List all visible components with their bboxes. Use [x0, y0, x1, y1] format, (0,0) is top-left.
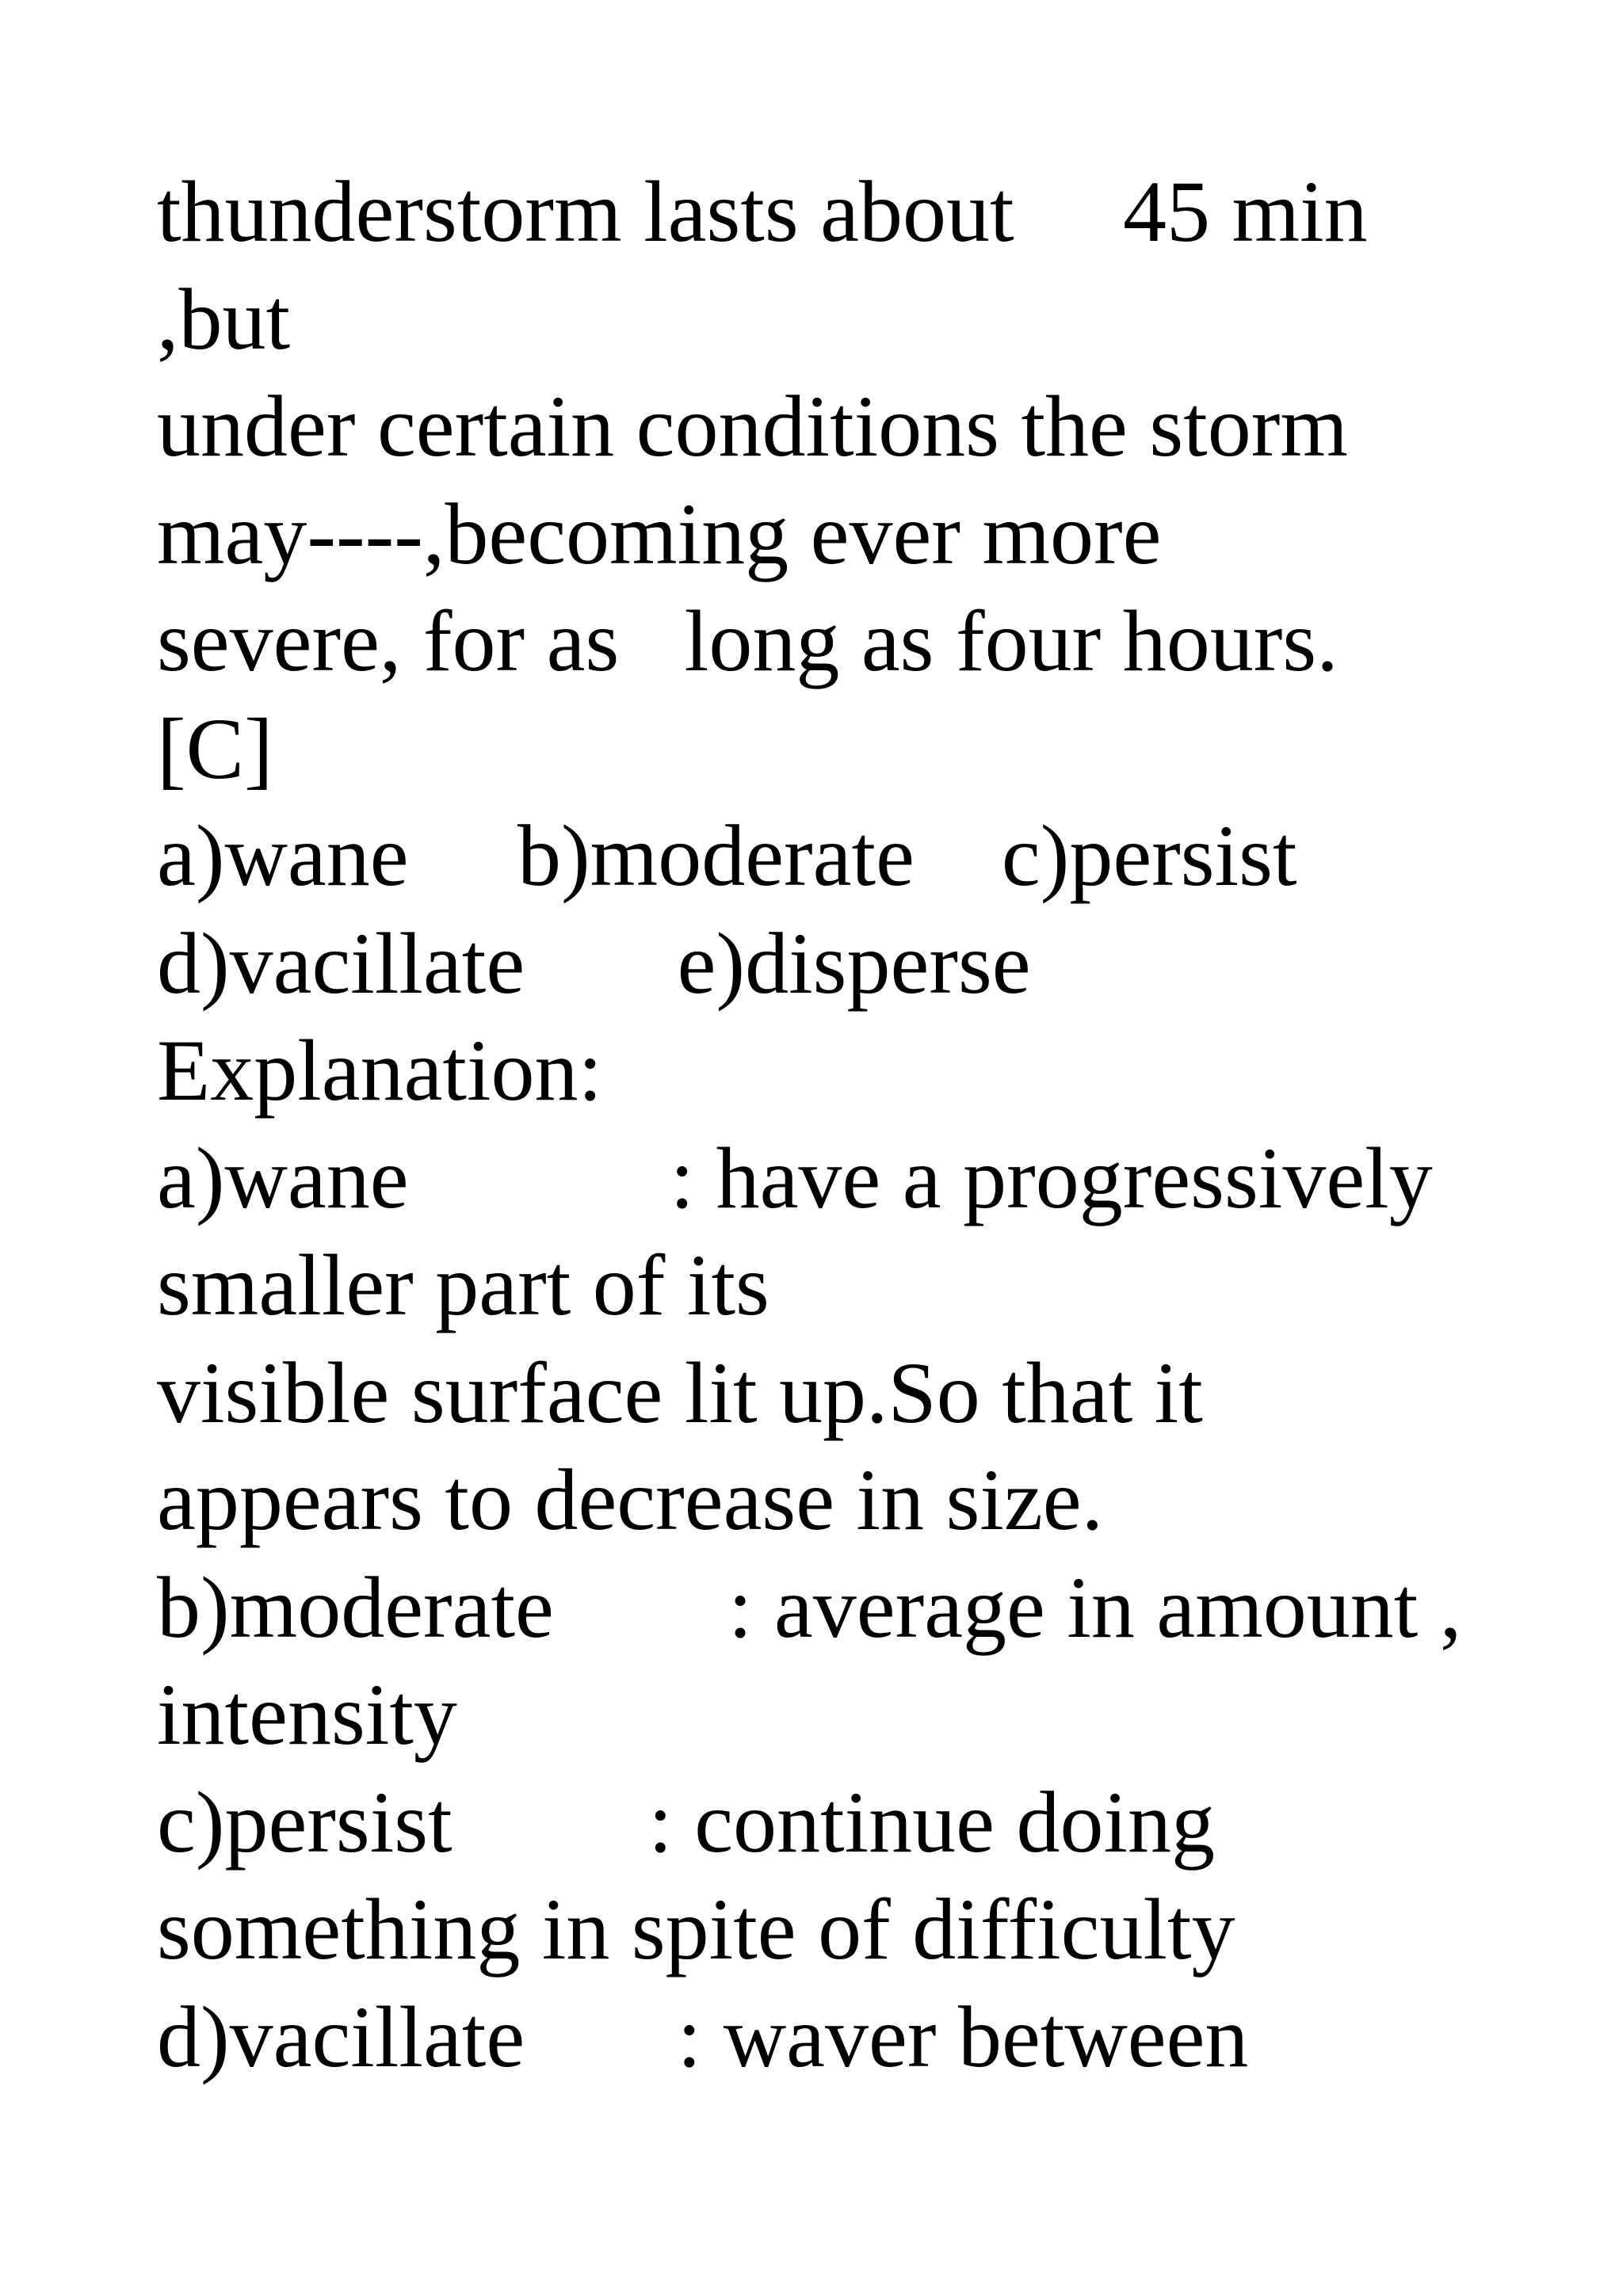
answer-key: [C] — [157, 700, 273, 797]
question-line-5: severe, for as long as four hours. — [157, 593, 1338, 689]
question-line-3: under certain conditions the storm — [157, 378, 1348, 475]
question-line-1: thunderstorm lasts about 45 min — [157, 163, 1368, 260]
explanation-line-2: smaller part of its — [157, 1237, 769, 1333]
explanation-heading: Explanation: — [157, 1022, 603, 1119]
explanation-line-1: a)wane : have a progressively — [157, 1129, 1433, 1226]
explanation-line-7: c)persist : continue doing — [157, 1773, 1216, 1871]
explanation-line-9: d)vacillate : waver between — [157, 1988, 1249, 2085]
explanation-line-8: something in spite of difficulty — [157, 1881, 1235, 1978]
question-line-4: may----,becoming ever more — [157, 485, 1162, 582]
options-line-2: d)vacillate e)disperse — [157, 914, 1031, 1012]
options-line-1: a)wane b)moderate c)persist — [157, 807, 1297, 904]
document-text — [157, 158, 1568, 2091]
explanation-line-5: b)moderate : average in amount , — [157, 1558, 1462, 1656]
explanation-line-4: appears to decrease in size. — [157, 1451, 1104, 1548]
question-line-2: ,but — [157, 270, 291, 368]
explanation-line-6: intensity — [157, 1666, 457, 1763]
explanation-line-3: visible surface lit up.So that it — [157, 1344, 1203, 1441]
